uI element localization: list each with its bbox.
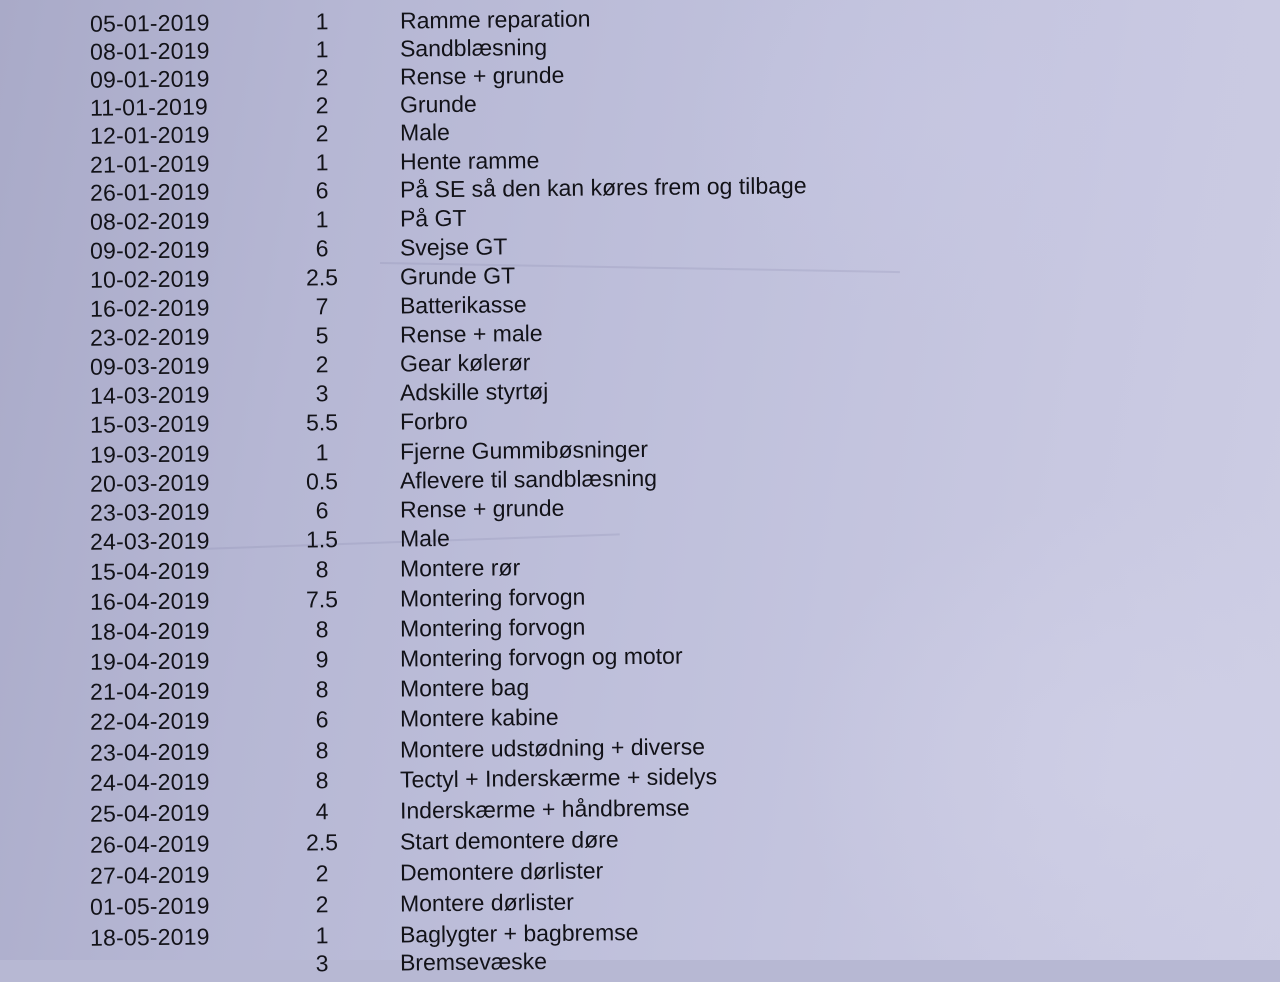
- row-date: 19-04-2019: [89, 647, 210, 675]
- row-task: På SE så den kan køres frem og tilbage: [399, 172, 807, 203]
- row-date: 19-03-2019: [89, 440, 210, 468]
- row-hours: 0.5: [305, 468, 339, 495]
- row-hours: 1: [315, 922, 329, 949]
- row-task: Tectyl + Inderskærme + sidelys: [399, 763, 718, 793]
- row-hours: 4: [315, 798, 329, 825]
- row-hours: 6: [315, 235, 329, 262]
- row-hours: 2: [315, 891, 329, 918]
- row-hours: 1: [315, 149, 329, 176]
- row-date: 18-04-2019: [89, 617, 210, 645]
- row-hours: 2: [315, 92, 329, 119]
- row-date: 10-02-2019: [89, 265, 210, 293]
- row-date: 20-03-2019: [89, 469, 210, 497]
- row-task: Male: [399, 524, 451, 552]
- row-task: Sandblæsning: [399, 33, 548, 62]
- row-hours: 5.5: [305, 409, 339, 436]
- row-date: 01-05-2019: [89, 892, 210, 920]
- row-date: 23-02-2019: [89, 323, 210, 351]
- row-hours: 1: [315, 8, 329, 35]
- row-hours: 2: [315, 860, 329, 887]
- row-hours: 8: [315, 556, 329, 583]
- row-hours: 6: [315, 497, 329, 524]
- row-date: 11-01-2019: [89, 93, 209, 121]
- row-task: Batterikasse: [399, 291, 527, 319]
- row-date: 14-03-2019: [89, 381, 210, 409]
- row-task: Montere kabine: [399, 703, 559, 732]
- row-task: Demontere dørlister: [399, 857, 604, 886]
- row-hours: 2.5: [305, 264, 339, 291]
- row-task: Male: [399, 118, 451, 146]
- row-date: 16-02-2019: [89, 294, 210, 322]
- row-date: 22-04-2019: [89, 707, 210, 735]
- row-hours: 8: [315, 616, 329, 643]
- row-hours: 1.5: [305, 526, 339, 553]
- row-date: 24-04-2019: [89, 768, 210, 796]
- row-date: 09-03-2019: [89, 352, 210, 380]
- row-date: 12-01-2019: [89, 121, 210, 149]
- row-task: Montere dørlister: [399, 888, 574, 917]
- row-hours: 8: [315, 767, 329, 794]
- row-task: Fjerne Gummibøsninger: [399, 435, 649, 465]
- row-date: 21-04-2019: [89, 677, 210, 705]
- row-date: 05-01-2019: [89, 9, 210, 37]
- row-hours: 6: [315, 706, 329, 733]
- row-task: Rense + male: [399, 320, 543, 348]
- row-task: Montere bag: [399, 674, 530, 702]
- row-hours: 1: [315, 439, 329, 466]
- row-date: 18-05-2019: [89, 923, 210, 951]
- row-date: 26-01-2019: [89, 178, 210, 206]
- row-hours: 5: [315, 322, 329, 349]
- row-hours: 6: [315, 177, 329, 204]
- row-hours: 2: [315, 120, 329, 147]
- row-task: Montere udstødning + diverse: [399, 733, 706, 763]
- row-task: På GT: [399, 204, 467, 232]
- row-hours: 3: [315, 950, 329, 977]
- row-task: Montering forvogn: [399, 583, 586, 612]
- row-date: 25-04-2019: [89, 799, 210, 827]
- row-task: Start demontere døre: [399, 826, 619, 855]
- row-date: 08-01-2019: [89, 37, 210, 65]
- row-task: Rense + grunde: [399, 494, 565, 523]
- row-task: Rense + grunde: [399, 61, 565, 90]
- row-hours: 2: [315, 351, 329, 378]
- row-hours: 7.5: [305, 586, 339, 613]
- row-hours: 1: [315, 36, 329, 63]
- row-date: 15-03-2019: [89, 410, 210, 438]
- row-task: Grunde GT: [399, 262, 516, 290]
- row-date: 23-03-2019: [89, 498, 210, 526]
- row-hours: 8: [315, 676, 329, 703]
- row-date: 09-02-2019: [89, 236, 210, 264]
- row-date: 23-04-2019: [89, 738, 210, 766]
- row-date: 21-01-2019: [89, 150, 210, 178]
- row-task: Aflevere til sandblæsning: [399, 464, 658, 494]
- row-hours: 9: [315, 646, 329, 673]
- row-task: Ramme reparation: [399, 5, 591, 34]
- row-task: Forbro: [399, 407, 468, 435]
- row-hours: 8: [315, 737, 329, 764]
- row-date: 09-01-2019: [89, 65, 210, 93]
- row-task: Bremsevæske: [399, 947, 548, 976]
- row-hours: 2: [315, 64, 329, 91]
- row-hours: 1: [315, 206, 329, 233]
- row-date: 08-02-2019: [89, 207, 210, 235]
- row-hours: 3: [315, 380, 329, 407]
- row-task: Grunde: [399, 90, 477, 118]
- row-date: 16-04-2019: [89, 587, 210, 615]
- row-task: Baglygter + bagbremse: [399, 919, 639, 948]
- row-task: Montering forvogn og motor: [399, 642, 683, 672]
- row-task: Svejse GT: [399, 233, 508, 261]
- row-task: Montere rør: [399, 554, 521, 582]
- row-task: Inderskærme + håndbremse: [399, 794, 690, 824]
- row-task: Adskille styrtøj: [399, 377, 549, 406]
- row-hours: 2.5: [305, 829, 339, 856]
- row-task: Gear kølerør: [399, 349, 531, 377]
- row-date: 27-04-2019: [89, 861, 210, 889]
- row-date: 26-04-2019: [89, 830, 210, 858]
- row-hours: 7: [315, 293, 329, 320]
- row-date: 15-04-2019: [89, 557, 210, 585]
- row-date: 24-03-2019: [89, 527, 210, 555]
- row-task: Montering forvogn: [399, 613, 586, 642]
- row-task: Hente ramme: [399, 147, 540, 175]
